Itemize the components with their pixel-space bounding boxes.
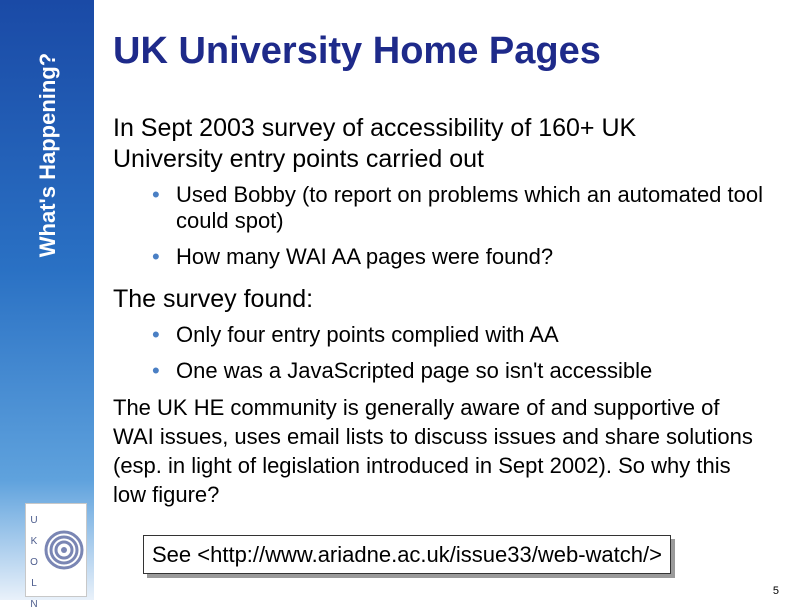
intro-line-1: In Sept 2003 survey of accessibility of 160+ UK xyxy=(113,114,637,142)
logo-swirl-icon xyxy=(44,510,84,590)
section-title: What's Happening? xyxy=(35,52,60,258)
intro-line-2: University entry points carried out xyxy=(113,145,484,173)
reference-link[interactable]: See <http://www.ariadne.ac.uk/issue33/web-watch/> xyxy=(143,535,671,574)
logo-letters: U K O L N xyxy=(30,515,38,610)
bullet-icon: • xyxy=(152,358,160,383)
list-item: • How many WAI AA pages were found? xyxy=(152,244,554,269)
survey-bullet-list xyxy=(152,182,782,270)
list-item: • One was a JavaScripted page so isn't accessible xyxy=(152,358,653,383)
ukoln-logo xyxy=(25,503,87,610)
list-item: • Only four entry points complied with AA xyxy=(152,322,559,347)
list-item: • Used Bobby (to report on problems which an automated tool could spot) xyxy=(152,182,763,233)
page-number: 5 xyxy=(772,585,779,597)
slide-title: UK University Home Pages xyxy=(113,30,601,72)
found-heading: The survey found: xyxy=(113,285,314,313)
bullet-icon: • xyxy=(152,322,160,347)
summary-paragraph: The UK HE community is generally aware of and supportive of WAI issues, uses email lists to discuss issues and share solutions (esp. in light of legislation introduced in Sept 2002). So why this low figure? xyxy=(113,395,753,507)
found-bullet-list xyxy=(152,322,782,384)
bullet-icon: • xyxy=(152,182,160,207)
bullet-icon: • xyxy=(152,244,160,269)
intro-text xyxy=(113,113,773,175)
